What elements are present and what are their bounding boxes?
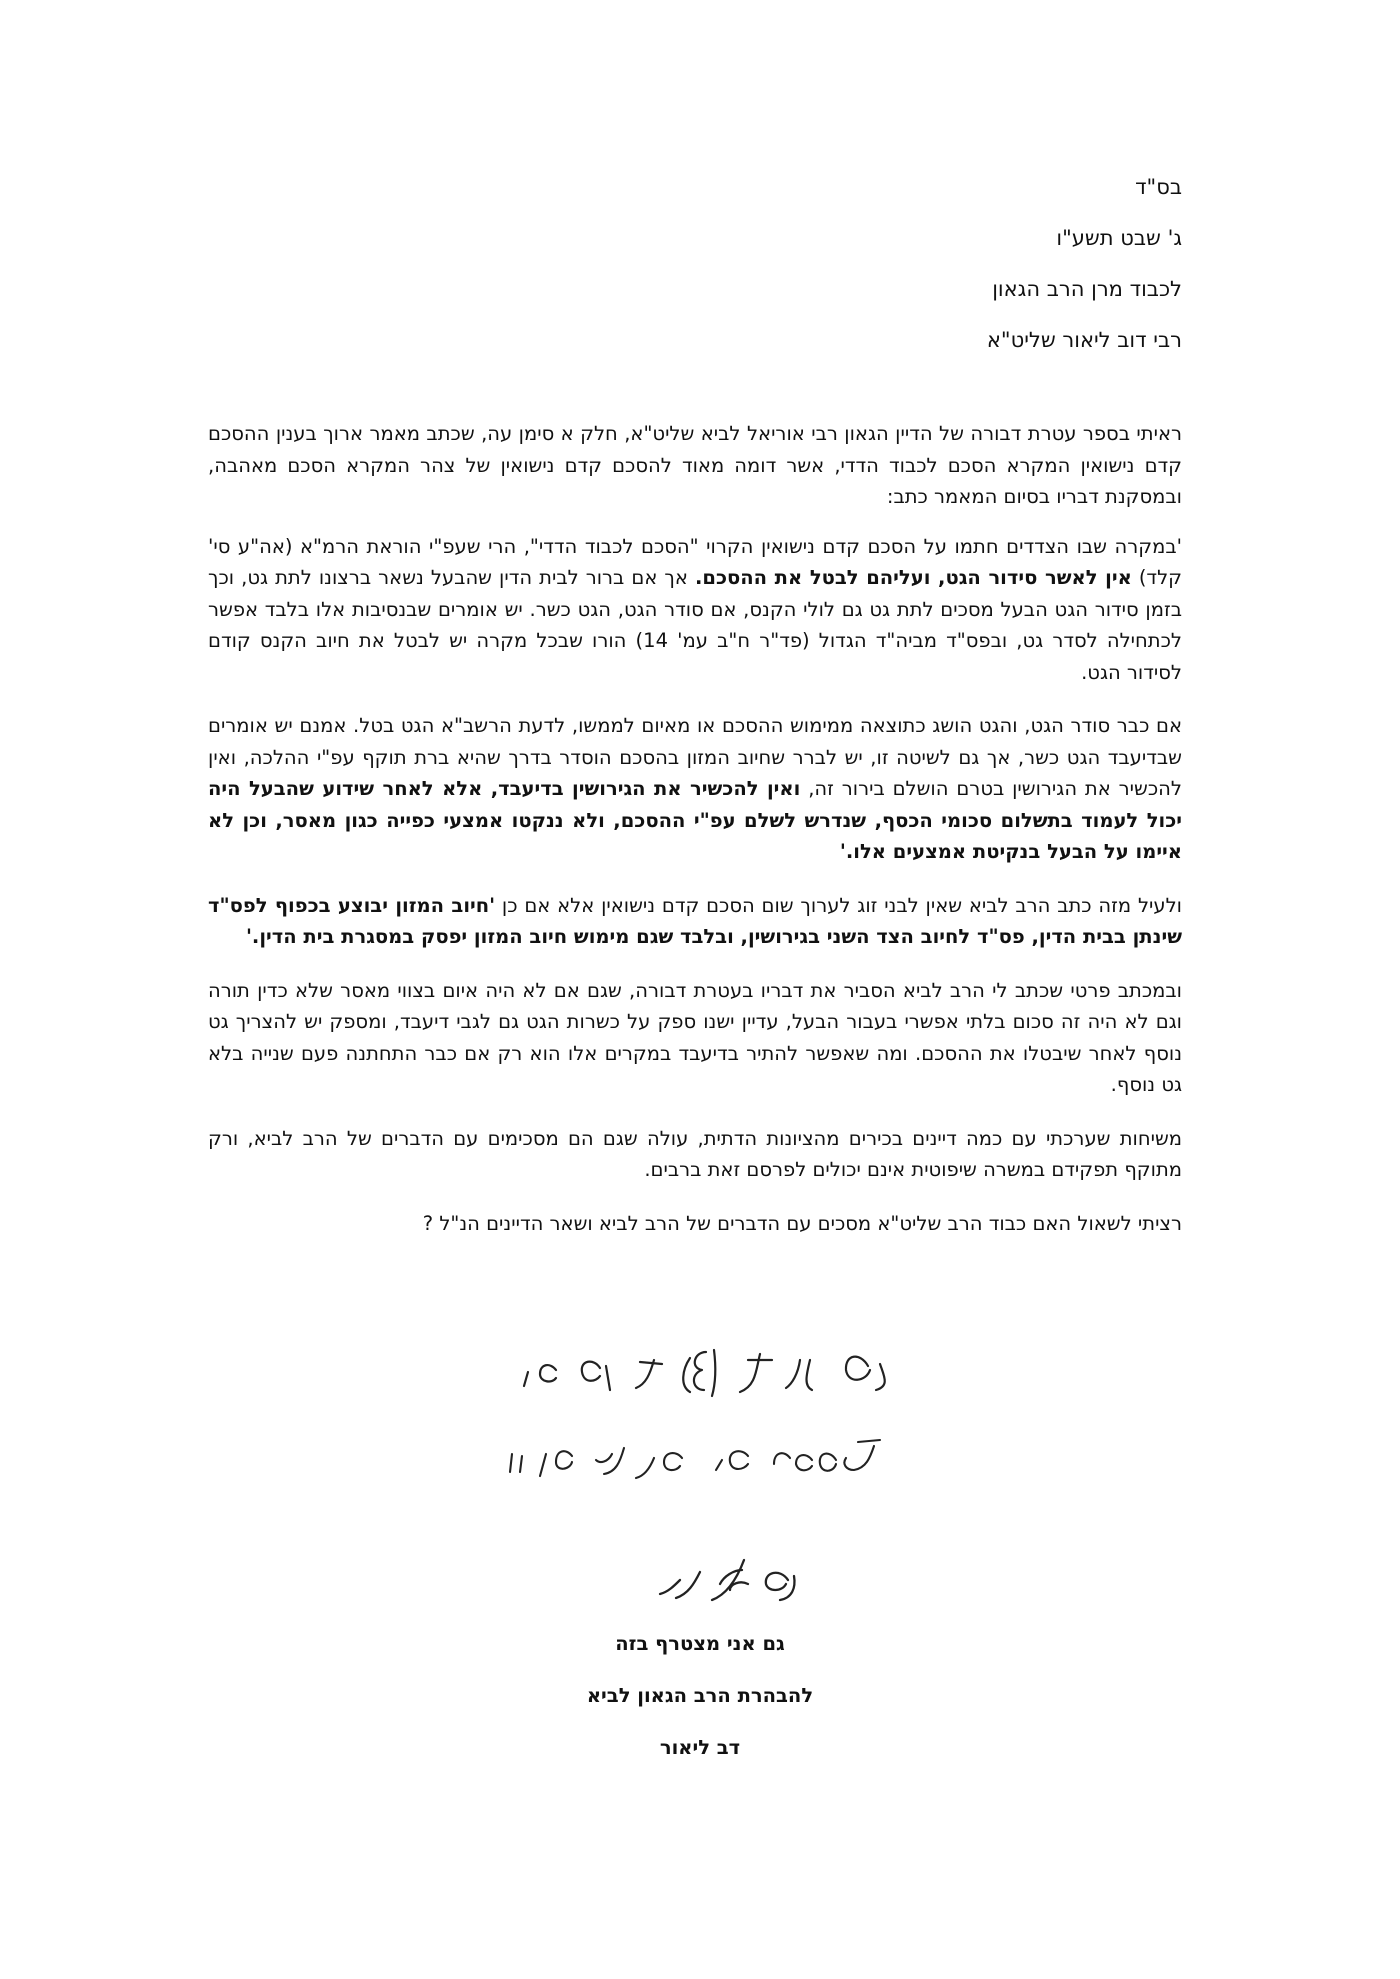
quote-1-bold: אין לאשר סידור הגט, ועליהם לבטל את ההסכם. [694,566,1132,589]
letter-footer [0,1618,1400,1774]
handwriting-line-1-graphic [0,1330,1400,1410]
paragraph-condition [208,890,1182,953]
condition-text-a: ולעיל מזה כתב הרב לביא שאין לבני זוג לערוך שום הסכם קדם נישואין אלא אם כן [495,893,1182,917]
footer-line-clarification: להבהרת הרב הגאון לביא [586,1684,814,1707]
header-date: ג' שבט תשע"ו [1056,226,1182,250]
paragraph-quote-2 [208,710,1182,868]
handwritten-signature-3 [0,1540,1400,1614]
letter-body [208,418,1182,1261]
quote-2-bold: ואין להכשיר את הגירושין בדיעבד, אלא לאחר שידוע שהבעל היה יכול לעמוד בתשלום סכומי הכסף, שנדרש לשלם עפ"י ההסכם, ולא ננקטו אמצעי כפייה כגון מאסר, וכן לא איימו על הבעל בנקיטת אמצעים אלו.' [208,777,1182,863]
quote-1-text-a: 'במקרה שבו הצדדים חתמו על הסכם קדם נישואין הקרוי "הסכם לכבוד הדדי", הרי שעפ"י הוראת הרמ"א (אה"ע סי' קלד) [208,534,1182,589]
handwriting-line-3-graphic [0,1540,1400,1610]
paragraph-quote-1 [208,531,1182,689]
condition-bold: 'חיוב המזון יבוצע בכפוף לפס"ד שינתן בבית הדין, פס"ד לחיוב הצד השני בגירושין, ובלבד שגם מימוש חיוב המזון יפסק במסגרת בית הדין.' [208,893,1182,948]
header-bsd: בס"ד [1135,175,1182,199]
paragraph-intro: ראיתי בספר עטרת דבורה של הדיין הגאון רבי אוריאל לביא שליט"א, חלק א סימן עה, שכתב מאמר ארוך בענין ההסכם קדם נישואין המקרא הסכם לכבוד הדדי, אשר דומה מאוד להסכם קדם נישואין של צהר המקרא הסכם מאהבה, ובמסקנת דבריו בסיום המאמר כתב: [208,422,1182,508]
handwritten-signature-2 [0,1418,1400,1502]
paragraph-conversations: משיחות שערכתי עם כמה דיינים בכירים מהציונות הדתית, עולה שגם הם מסכימים עם הדברים של הרב לביא, ורק מתוקף תפקידם במשרה שיפוטית אינם יכולים לפרסם זאת ברבים. [208,1126,1182,1181]
letter-header [482,162,1182,366]
handwriting-2-hidden: להבהרת הרב יגאל שמי [0,1418,10,1419]
header-salutation: לכבוד מרן הרב הגאון [992,277,1182,301]
handwriting-3-hidden: דב ליאור [0,1540,4,1541]
footer-line-name: דב ליאור [659,1736,741,1759]
handwriting-line-2-graphic [0,1418,1400,1498]
paragraph-question: רציתי לשאול האם כבוד הרב שליט"א מסכים עם הדברים של הרב לביא ושאר הדיינים הנ"ל ? [422,1211,1182,1235]
quote-1-text-c: אך אם ברור לבית הדין שהבעל נשאר ברצונו לתת גט, וכך בזמן סידור הגט הבעל מסכים לתת גט גם לולי הקנס, אם סודר הגט, הגט כשר. יש אומרים שבנסיבות אלו בלבד אפשר לכתחילה לסדר גט, ובפס"ד מביה"ד הגדול (פד"ר ח"ב עמ' 14) הורו שבכל מקרה יש לבטל את חיוב הקנס קודם לסידור הגט. [208,566,1182,684]
handwritten-signature-1 [0,1330,1400,1414]
footer-line-join: גם אני מצטרף בזה [615,1632,785,1655]
handwriting-1-hidden: בע"ה יהודה עטיה [0,1330,8,1331]
paragraph-private-letter: ובמכתב פרטי שכתב לי הרב לביא הסביר את דבריו בעטרת דבורה, שגם אם לא היה איום בצווי מאסר שלא כדין תורה וגם לא היה זה סכום בלתי אפשרי בעבור הבעל, עדיין ישנו ספק על כשרות הגט גם לגבי דיעבד, ומספק יש להצריך גט נוסף לאחר שיבטלו את ההסכם. ומה שאפשר להתיר בדיעבד במקרים אלו הוא רק אם כבר התחתנה פעם שנייה בלא גט נוסף. [208,978,1182,1096]
quote-2-text-a: אם כבר סודר הגט, והגט הושג כתוצאה ממימוש ההסכם או מאיום לממשו, לדעת הרשב"א הגט בטל. אמנם יש אומרים שבדיעבד הגט כשר, אך גם לשיטה זו, יש לברר שחיוב המזון בהסכם הוסדר בדרך שהיא ברת תוקף עפ"י ההלכה, ואין להכשיר את הגירושין בטרם הושלם בירור זה, [208,714,1182,800]
header-recipient: רבי דוב ליאור שליט"א [986,328,1182,352]
